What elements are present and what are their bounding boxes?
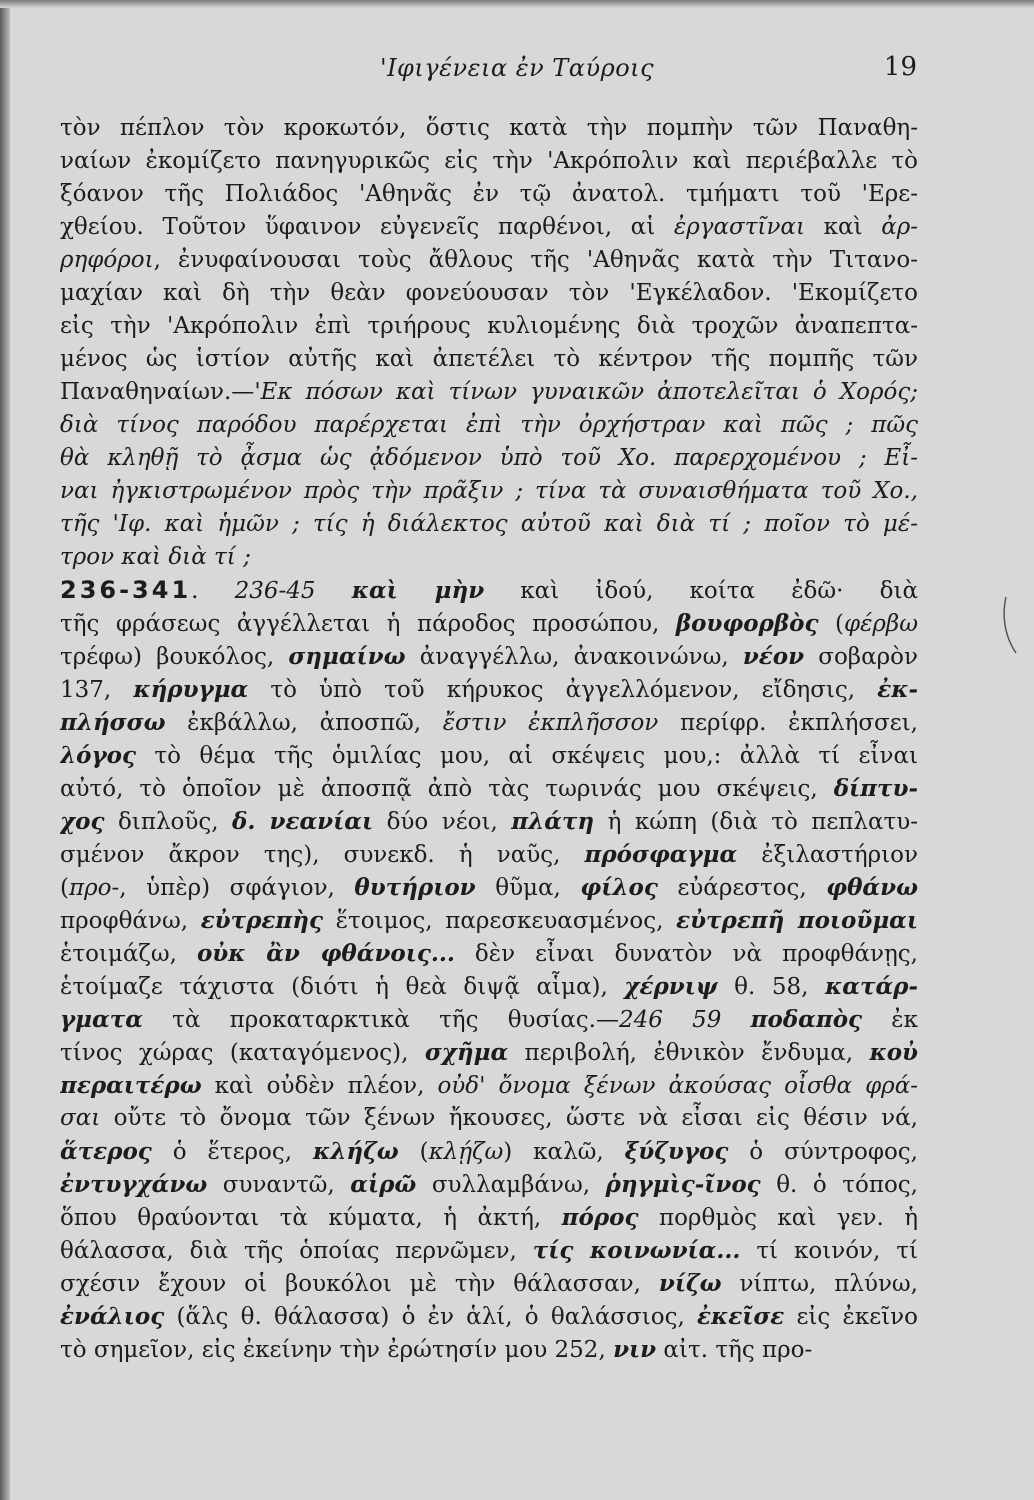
text-line <box>60 475 918 508</box>
text-segment: 137, <box>60 677 134 703</box>
text-segment: 236-45 <box>234 578 352 604</box>
lemma: φίλος <box>580 874 658 901</box>
text-line <box>60 937 918 970</box>
lemma: πρόσφαγμα <box>584 841 738 868</box>
lemma: βουφορβὸς <box>675 610 819 637</box>
text-segment: δὲν εἶναι δυνατὸν νὰ προφθάνῃς, <box>454 941 918 967</box>
text-line <box>60 1234 918 1267</box>
text-line <box>60 1168 918 1201</box>
lemma: εὐτρεπὴς <box>200 907 323 934</box>
text-segment: εἰς ἐκεῖνο <box>784 1304 918 1330</box>
text-segment: διὰ τίνος παρόδου παρέρχεται ἐπὶ τὴν ὀρχήστραν καὶ πῶς ; πῶς <box>60 412 918 438</box>
lemma: πλήσσω <box>60 709 166 736</box>
text-segment: ξόανον τῆς Πολιάδος 'Αθηνᾶς ἐν τῷ ἀνατολ. τμήματι τοῦ 'Ερε- <box>60 181 918 207</box>
text-segment: προ- <box>68 875 120 901</box>
text-segment: θὰ κληθῇ τὸ ᾆσμα ὡς ᾀδόμενον ὑπὸ τοῦ Χο. παρερχομένου ; Εἶ- <box>60 445 918 471</box>
text-segment: ὁ ἕτερος, <box>151 1139 314 1165</box>
text-line <box>60 310 918 343</box>
text-segment: (ἅλς θ. θάλασσα) ὁ ἐν ἁλί, ὁ θαλάσσιος, <box>164 1304 698 1330</box>
lemma: πλάτη <box>511 808 595 835</box>
lemma: σχῆμα <box>424 1039 509 1066</box>
text-line <box>60 1069 918 1102</box>
text-line <box>60 1267 918 1300</box>
text-line <box>60 1333 918 1366</box>
text-line <box>60 607 918 640</box>
text-segment: θάλασσα, διὰ τῆς ὁποίας περνῶμεν, <box>60 1238 533 1264</box>
text-segment: συναντῶ, <box>207 1172 351 1198</box>
text-line <box>60 871 918 904</box>
text-line <box>60 739 918 772</box>
text-segment: ἕτοιμος, παρεσκευασμένος, <box>322 908 677 934</box>
lemma: κλήζω <box>313 1138 399 1165</box>
lemma: ἐντυγχάνω <box>60 1171 208 1198</box>
text-segment: καὶ <box>804 214 882 240</box>
text-line <box>60 508 918 541</box>
text-segment: φέρβω <box>843 611 918 637</box>
lemma: λόγος <box>60 742 136 769</box>
page-top-shadow <box>0 0 1034 8</box>
lemma: ἐκ- <box>877 676 918 703</box>
lemma: ἐκεῖσε <box>697 1303 785 1330</box>
text-segment: συλλαμβάνω, <box>416 1172 606 1198</box>
text-line <box>60 343 918 376</box>
margin-pencil-mark <box>1000 595 1020 655</box>
lemma: γματα <box>60 1006 143 1033</box>
lemma: φθάνω <box>826 874 918 901</box>
lemma: ῥηγμὶς-ῖνος <box>605 1171 761 1198</box>
page-number: 19 <box>883 52 917 82</box>
text-line <box>60 376 918 409</box>
text-segment: τῆς 'Ιφ. καὶ ἡμῶν ; τίς ἡ διάλεκτος αὐτοῦ καὶ διὰ τί ; ποῖον τὸ μέ- <box>60 511 918 537</box>
text-segment: τὸ σημεῖον, εἰς ἐκείνην τὴν ἐρώτησίν μου 252, <box>60 1337 614 1363</box>
text-segment: ἐξιλαστήριον <box>737 842 918 868</box>
text-line <box>60 772 918 805</box>
text-line <box>60 244 918 277</box>
lemma: χέρνιψ <box>624 973 718 1000</box>
text-segment: θ. 58, <box>717 974 826 1000</box>
text-line <box>60 1201 918 1234</box>
text-segment: μαχίαν καὶ δὴ τὴν θεὰν φονεύουσαν τὸν 'Εγκέλαδον. 'Εκομίζετο <box>60 280 918 306</box>
text-segment: ὅπου θραύονται τὰ κύματα, ἡ ἀκτή, <box>60 1205 562 1231</box>
text-line <box>60 541 918 574</box>
text-segment: τί κοινόν, τί <box>740 1238 918 1264</box>
text-segment: οὐδ' ὄνομα ξένων ἀκούσας οἶσθα φρά- <box>437 1073 918 1099</box>
text-line <box>60 1300 918 1333</box>
text-line <box>60 145 918 178</box>
text-line <box>60 112 918 145</box>
text-segment: καὶ οὐδὲν πλέον, <box>201 1073 438 1099</box>
text-segment: ἀναγγέλλω, ἀνακοινώνω, <box>405 644 743 670</box>
text-segment: τίνος χώρας (καταγόμενος), <box>60 1040 425 1066</box>
text-segment: προφθάνω, <box>60 908 201 934</box>
lemma: καὶ μὴν <box>351 577 485 604</box>
text-segment: τὸ ὑπὸ τοῦ κήρυκος ἀγγελλόμενον, εἴδησις, <box>248 677 878 703</box>
lemma: κοὐ <box>869 1039 918 1066</box>
text-segment: τρον καὶ διὰ τί ; <box>60 544 251 570</box>
text-segment: Παναθηναίων.— <box>60 379 255 405</box>
text-segment: , ἐνυφαίνουσαι τοὺς ἄθλους τῆς 'Αθηνᾶς κατὰ τὴν Τιτανο- <box>153 247 918 273</box>
lemma: πόρος <box>561 1204 639 1231</box>
text-segment: καὶ ἰδού, κοίτα ἐδῶ· διὰ <box>484 578 918 604</box>
text-segment: . <box>191 578 235 604</box>
text-segment: τὰ προκαταρκτικὰ τῆς θυσίας.— <box>142 1007 619 1033</box>
text-segment: ρηφόροι <box>60 247 154 273</box>
text-line <box>60 838 918 871</box>
text-segment: εὐάρεστος, <box>657 875 827 901</box>
text-segment: αὐτό, τὸ ὁποῖον μὲ ἀποσπᾷ ἀπὸ τὰς τωρινάς μου σκέψεις, <box>60 776 834 802</box>
text-segment: ἐκβάλλω, ἀποσπῶ, <box>165 710 443 736</box>
lemma: θυτήριον <box>354 874 476 901</box>
text-segment: 'Εκ πόσων καὶ τίνων γυναικῶν ἀποτελεῖται ὁ Χορός; <box>254 379 918 405</box>
text-body <box>60 112 918 1366</box>
text-line <box>60 640 918 673</box>
text-segment: περιβολή, ἐθνικὸν ἔνδυμα, <box>508 1040 870 1066</box>
text-line <box>60 1003 918 1036</box>
text-segment: πορθμὸς καὶ γεν. ἡ <box>638 1205 918 1231</box>
text-line <box>60 1036 918 1069</box>
text-segment: ὁ σύντροφος, <box>728 1139 918 1165</box>
lemma: κήρυγμα <box>133 676 249 703</box>
text-segment: διπλοῦς, <box>104 809 233 835</box>
lemma: νίζω <box>658 1270 722 1297</box>
text-segment: ναίων ἐκομίζετο πανηγυρικῶς εἰς τὴν 'Ακρόπολιν καὶ περιέβαλλε τὸ <box>60 148 918 174</box>
text-line <box>60 211 918 244</box>
lemma: ἅτερος <box>60 1138 152 1165</box>
text-segment: 246 59 <box>618 1007 751 1033</box>
text-segment: οὔτε τὸ ὄνομα τῶν ξένων ἤκουσες, ὥστε νὰ εἶσαι εἰς θέσιν νά, <box>100 1105 918 1131</box>
text-line <box>60 970 918 1003</box>
lemma: εὐτρεπῆ ποιοῦμαι <box>676 907 918 934</box>
running-title: 'Ιφιγένεια ἐν Ταύροις <box>379 54 655 82</box>
lemma: τίς κοινωνία... <box>532 1237 741 1264</box>
text-line <box>60 1102 918 1135</box>
lemma: δ. νεανίαι <box>232 808 374 835</box>
text-segment: σοβαρὸν <box>804 644 918 670</box>
text-segment: τρέφω) βουκόλος, <box>60 644 289 670</box>
lemma: νέον <box>742 643 805 670</box>
lemma: ἐνάλιος <box>60 1303 165 1330</box>
lemma: οὐκ ἂν φθάνοις... <box>196 940 455 967</box>
lemma: κατάρ- <box>825 973 918 1000</box>
text-segment: νίπτω, πλύνω, <box>721 1271 918 1297</box>
text-segment: σχέσιν ἔχουν οἱ βουκόλοι μὲ τὴν θάλασσαν, <box>60 1271 659 1297</box>
text-segment: ἑτοιμάζω, <box>60 941 197 967</box>
lemma: δίπτυ- <box>833 775 918 802</box>
lemma: περαιτέρω <box>60 1072 202 1099</box>
text-segment: τῆς φράσεως ἀγγέλλεται ἡ πάροδος προσώπου, <box>60 611 676 637</box>
text-segment: ἐργαστῖναι <box>673 214 805 240</box>
text-segment: περίφρ. ἐκπλήσσει, <box>658 710 918 736</box>
text-line <box>60 178 918 211</box>
text-segment: ( <box>60 875 69 901</box>
text-line <box>60 409 918 442</box>
text-segment: ( <box>818 611 844 637</box>
text-segment: δύο νέοι, <box>373 809 512 835</box>
text-segment: ἀρ- <box>881 214 918 240</box>
text-line <box>60 574 918 607</box>
text-segment: ἔστιν ἐκπλῆσσον <box>442 710 659 736</box>
text-line <box>60 442 918 475</box>
text-segment: ἐκ <box>862 1007 918 1033</box>
text-segment: μένος ὡς ἱστίον αὐτῆς καὶ ἀπετέλει τὸ κέντρον τῆς πομπῆς τῶν <box>60 346 918 372</box>
lemma: νιν <box>613 1336 657 1363</box>
text-segment: , ὑπὲρ) σφάγιον, <box>119 875 355 901</box>
page-edge-shadow <box>0 0 10 1500</box>
text-line <box>60 904 918 937</box>
text-segment: ἑτοίμαζε τάχιστα (διότι ἡ θεὰ διψᾷ αἷμα), <box>60 974 625 1000</box>
text-line <box>60 673 918 706</box>
page-header <box>0 50 1034 90</box>
text-segment: σαι <box>60 1105 101 1131</box>
text-line <box>60 1135 918 1168</box>
text-segment: θῦμα, <box>475 875 581 901</box>
text-segment: χθείου. Τοῦτον ὕφαινον εὐγενεῖς παρθένοι, αἱ <box>60 214 674 240</box>
text-segment: τὸ θέμα τῆς ὁμιλίας μου, αἱ σκέψεις μου,: ἀλλὰ τί εἶναι <box>136 743 918 769</box>
text-segment: ) καλῶ, <box>503 1139 625 1165</box>
text-line <box>60 277 918 310</box>
lemma: ποδαπὸς <box>750 1006 863 1033</box>
text-segment: σμένον ἄκρον της), συνεκδ. ἡ ναῦς, <box>60 842 585 868</box>
text-segment: ( <box>398 1139 429 1165</box>
lemma: ξύζυγος <box>624 1138 729 1165</box>
text-segment: θ. ὁ τόπος, <box>760 1172 918 1198</box>
text-segment: ἡ κώπη (διὰ τὸ πεπλατυ- <box>594 809 918 835</box>
lemma: αἱρῶ <box>350 1171 417 1198</box>
text-segment: εἰς τὴν 'Ακρόπολιν ἐπὶ τριήρους κυλιομένης διὰ τροχῶν ἀναπεπτα- <box>60 313 918 339</box>
lemma: χος <box>60 808 105 835</box>
lemma: σημαίνω <box>288 643 406 670</box>
text-segment: κλῄζω <box>428 1139 504 1165</box>
verse-range: 236-341 <box>60 576 192 604</box>
text-segment: τὸν πέπλον τὸν κροκωτόν, ὅστις κατὰ τὴν πομπὴν τῶν Παναθη- <box>60 115 918 141</box>
text-line <box>60 706 918 739</box>
text-line <box>60 805 918 838</box>
text-segment: ναι ἠγκιστρωμένον πρὸς τὴν πρᾶξιν ; τίνα τὰ συναισθήματα τοῦ Χο., <box>60 478 918 504</box>
text-segment: αἰτ. τῆς προ- <box>656 1337 813 1363</box>
